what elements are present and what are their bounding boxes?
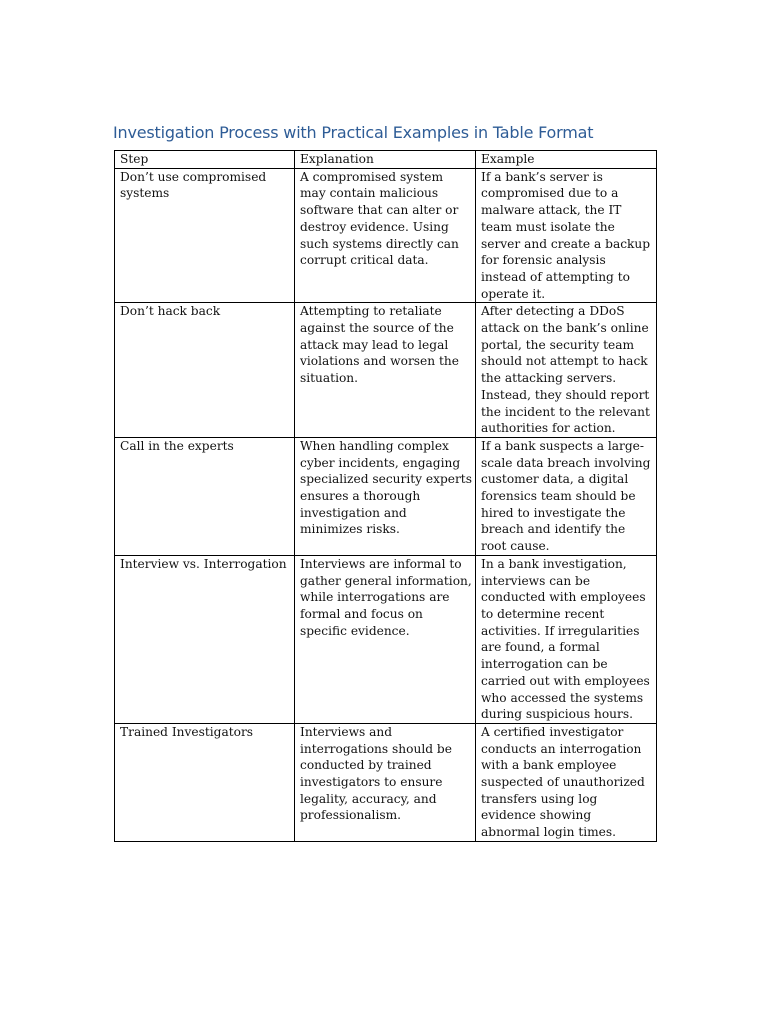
cell-step: Trained Investigators <box>115 723 295 841</box>
cell-example: In a bank investigation, interviews can be conducted with employees to determine recent activities. If irregularities are found, a formal interrogation can be carried out with employees who accessed the systems during suspicious hours. <box>476 555 657 723</box>
cell-example: A certified investigator conducts an interrogation with a bank employee suspected of unauthorized transfers using log evidence showing abnormal login times. <box>476 723 657 841</box>
cell-step: Interview vs. Interrogation <box>115 555 295 723</box>
cell-explanation: A compromised system may contain malicious software that can alter or destroy evidence. Using such systems directly can corrupt critical data. <box>295 168 476 303</box>
cell-explanation: Interviews and interrogations should be conducted by trained investigators to ensure legality, accuracy, and professionalism. <box>295 723 476 841</box>
cell-example: If a bank’s server is compromised due to a malware attack, the IT team must isolate the server and create a backup for forensic analysis instead of attempting to operate it. <box>476 168 657 303</box>
cell-example: After detecting a DDoS attack on the bank’s online portal, the security team should not attempt to hack the attacking servers. Instead, they should report the incident to the relevant authorities for action. <box>476 303 657 438</box>
investigation-table <box>114 150 657 842</box>
column-header-step: Step <box>115 151 295 169</box>
table-row <box>115 303 657 438</box>
table-header-row <box>115 151 657 169</box>
cell-explanation: When handling complex cyber incidents, engaging specialized security experts ensures a thorough investigation and minimizes risks. <box>295 437 476 555</box>
cell-explanation: Interviews are informal to gather general information, while interrogations are formal and focus on specific evidence. <box>295 555 476 723</box>
cell-step: Don’t use compromised systems <box>115 168 295 303</box>
table-row <box>115 168 657 303</box>
cell-example: If a bank suspects a large-scale data breach involving customer data, a digital forensics team should be hired to investigate the breach and identify the root cause. <box>476 437 657 555</box>
cell-step: Call in the experts <box>115 437 295 555</box>
cell-explanation: Attempting to retaliate against the source of the attack may lead to legal violations and worsen the situation. <box>295 303 476 438</box>
table-row <box>115 723 657 841</box>
column-header-explanation: Explanation <box>295 151 476 169</box>
cell-step: Don’t hack back <box>115 303 295 438</box>
page-title: Investigation Process with Practical Examples in Table Format <box>113 123 594 142</box>
table-row <box>115 555 657 723</box>
column-header-example: Example <box>476 151 657 169</box>
table-row <box>115 437 657 555</box>
